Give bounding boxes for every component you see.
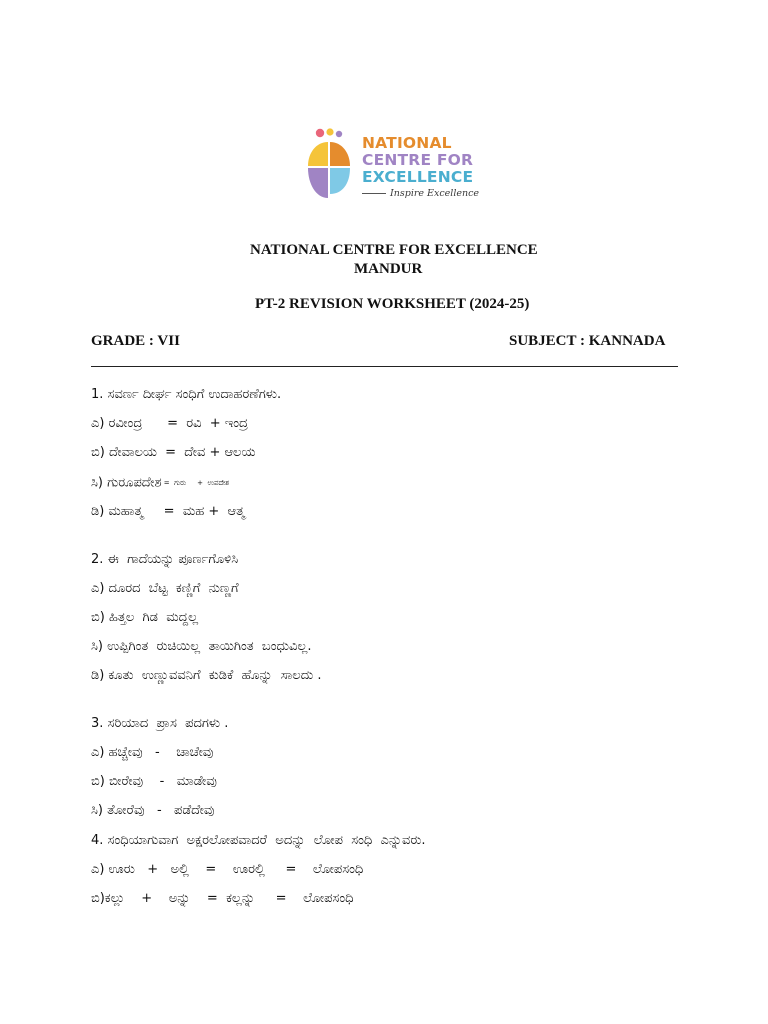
logo-tagline: Inspire Excellence: [390, 188, 480, 199]
nce-logo: [300, 128, 490, 206]
logo-line-3: EXCELLENCE: [362, 168, 474, 186]
q4-title: 4. ಸಂಧಿಯಾಗುವಾಗ ಅಕ್ಷರಲೋಪವಾದರೆ ಅದನ್ನು ಲೋಪ ಸಂಧಿ ಎನ್ನುವರು.: [91, 833, 426, 848]
header-divider: [91, 366, 678, 367]
logo-line-1: NATIONAL: [362, 134, 452, 152]
q1-option-c-main: ಸಿ) ಗುರೂಪದೇಶ: [91, 475, 162, 491]
q2-title: 2. ಈ ಗಾದೆಯನ್ನು ಪೂರ್ಣಗೊಳಿಸಿ: [91, 552, 239, 567]
q3-option-c: ಸಿ) ತೋರೆವು - ಪಡೆದೇವು: [91, 803, 215, 818]
nce-logo-mark-icon: [306, 128, 352, 202]
q1-option-a: ಎ) ರವೀಂದ್ರ = ರವಿ + ಇಂದ್ರ: [91, 416, 248, 431]
q2-option-a: ಎ) ದೂರದ ಬೆಟ್ಟ ಕಣ್ಣಿಗೆ ನುಣ್ಣಗೆ: [91, 581, 239, 596]
q2-option-c: ಸಿ) ಉಪ್ಪಿಗಿಂತ ರುಚಿಯಿಲ್ಲ ತಾಯಿಗಿಂತ ಬಂಧುವಿಲ್ಲ.: [91, 639, 312, 654]
logo-tagline-row: [362, 188, 479, 199]
q3-option-b: ಬಿ) ಬೀರೇವು - ಮಾಡೇವು: [91, 774, 217, 789]
q1-option-c: [91, 474, 229, 493]
tagline-rule: [362, 193, 386, 194]
q4-option-b: ಬಿ)ಕಲ್ಲು + ಅನ್ನು = ಕಲ್ಲನ್ನು = ಲೋಪಸಂಧಿ: [91, 891, 354, 906]
q2-option-d: ಡಿ) ಕೂತು ಉಣ್ಣುವವನಿಗೆ ಕುಡಿಕೆ ಹೊನ್ನು ಸಾಲದು .: [91, 668, 322, 683]
q2-option-b: ಬಿ) ಹಿತ್ತಲ ಗಿಡ ಮದ್ದಲ್ಲ: [91, 610, 199, 625]
q4-option-a: ಎ) ಊರು + ಅಲ್ಲಿ = ಊರಲ್ಲಿ = ಲೋಪಸಂಧಿ: [91, 862, 364, 877]
q1-option-d: ಡಿ) ಮಹಾತ್ಮ = ಮಹ + ಆತ್ಮ: [91, 504, 245, 519]
q1-option-c-small: = ಗುರು + ಉಪದೇಶ: [161, 479, 230, 487]
school-name: NATIONAL CENTRE FOR EXCELLENCE: [250, 242, 538, 258]
subject-label: SUBJECT : KANNADA: [509, 333, 666, 349]
school-location: MANDUR: [354, 261, 423, 277]
nce-logo-text: [362, 135, 479, 199]
q3-option-a: ಎ) ಹಚ್ಚೇವು - ಚಾಚೇವು: [91, 745, 214, 760]
logo-line-2: CENTRE FOR: [362, 151, 474, 169]
worksheet-title: PT-2 REVISION WORKSHEET (2024-25): [255, 296, 530, 312]
q3-title: 3. ಸರಿಯಾದ ಪ್ರಾಸ ಪದಗಳು .: [91, 716, 229, 731]
q1-option-b: ಬಿ) ದೇವಾಲಯ = ದೇವ + ಆಲಯ: [91, 445, 256, 460]
grade-label: GRADE : VII: [91, 333, 180, 349]
q1-title: 1. ಸವರ್ಣ ದೀರ್ಘ ಸಂಧಿಗೆ ಉದಾಹರಣೆಗಳು.: [91, 387, 282, 402]
